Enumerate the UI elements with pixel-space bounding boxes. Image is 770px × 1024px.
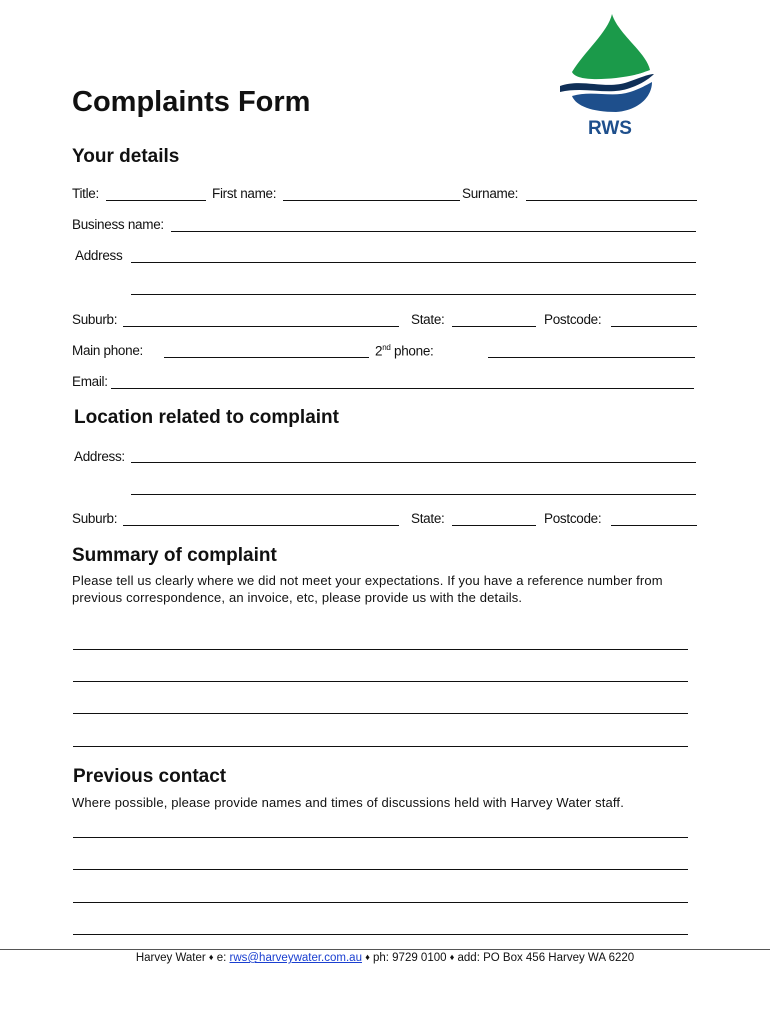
main-phone-label: Main phone:	[72, 343, 144, 358]
water-drop-icon: ♦	[365, 952, 370, 962]
address-field-line-2[interactable]	[131, 294, 696, 295]
previous-contact-instructions: Where possible, please provide names and times of discussions held with Harvey Water staff.	[72, 795, 624, 810]
postcode-field[interactable]	[611, 326, 697, 327]
surname-label: Surname:	[462, 186, 519, 201]
main-phone-field[interactable]	[164, 357, 369, 358]
email-label: Email:	[72, 374, 108, 389]
footer-org: Harvey Water	[135, 952, 206, 964]
location-suburb-field[interactable]	[123, 525, 399, 526]
footer-divider	[0, 949, 770, 950]
address-label: Address	[75, 248, 123, 263]
suburb-field[interactable]	[123, 326, 399, 327]
first-name-label: First name:	[212, 186, 277, 201]
water-drop-icon: ♦	[208, 952, 214, 962]
second-phone-label: 2nd phone:	[375, 343, 434, 359]
location-address-field-line-1[interactable]	[131, 462, 696, 463]
location-state-field[interactable]	[452, 525, 536, 526]
summary-line-1[interactable]	[73, 649, 688, 650]
postcode-label: Postcode:	[544, 312, 602, 327]
location-postcode-label: Postcode:	[544, 511, 602, 526]
email-field[interactable]	[111, 388, 694, 389]
location-address-field-line-2[interactable]	[131, 494, 696, 495]
page-title: Complaints Form	[72, 86, 311, 118]
previous-contact-line-4[interactable]	[73, 934, 688, 935]
summary-line-4[interactable]	[73, 746, 688, 747]
state-label: State:	[411, 312, 445, 327]
previous-contact-line-2[interactable]	[73, 869, 688, 870]
footer-address: add: PO Box 456 Harvey WA 6220	[454, 952, 635, 964]
green-drop-shape	[572, 14, 650, 79]
section-heading-previous-contact: Previous contact	[73, 766, 227, 787]
address-field-line-1[interactable]	[131, 262, 696, 263]
location-postcode-field[interactable]	[611, 525, 697, 526]
title-label: Title:	[72, 186, 99, 201]
title-field[interactable]	[106, 200, 206, 201]
state-field[interactable]	[452, 326, 536, 327]
location-suburb-label: Suburb:	[72, 511, 118, 526]
surname-field[interactable]	[526, 200, 697, 201]
section-heading-your-details: Your details	[72, 146, 180, 167]
location-state-label: State:	[411, 511, 445, 526]
section-heading-location: Location related to complaint	[74, 407, 339, 428]
summary-instructions: Please tell us clearly where we did not meet your expectations. If you have a reference number from previous correspondence, an invoice, etc, please provide us with the details.	[72, 573, 663, 605]
footer-email-link[interactable]: rws@harveywater.com.au	[229, 952, 362, 964]
suburb-label: Suburb:	[72, 312, 118, 327]
second-phone-field[interactable]	[488, 357, 695, 358]
business-name-label: Business name:	[72, 217, 164, 232]
previous-contact-line-1[interactable]	[73, 837, 688, 838]
business-name-field[interactable]	[171, 231, 696, 232]
section-heading-summary: Summary of complaint	[72, 545, 277, 566]
footer-phone: ph: 9729 0100	[369, 952, 450, 964]
logo-text: RWS	[588, 118, 632, 139]
location-address-label: Address:	[74, 449, 125, 464]
first-name-field[interactable]	[283, 200, 460, 201]
footer: Harvey Water ♦ e: rws@harveywater.com.au ♦ ph: 9729 0100 ♦ add: PO Box 456 Harvey WA 6220	[135, 952, 635, 964]
previous-contact-line-3[interactable]	[73, 902, 688, 903]
summary-line-3[interactable]	[73, 713, 688, 714]
summary-line-2[interactable]	[73, 681, 688, 682]
rws-logo	[556, 12, 656, 122]
water-drop-icon: ♦	[449, 952, 455, 962]
